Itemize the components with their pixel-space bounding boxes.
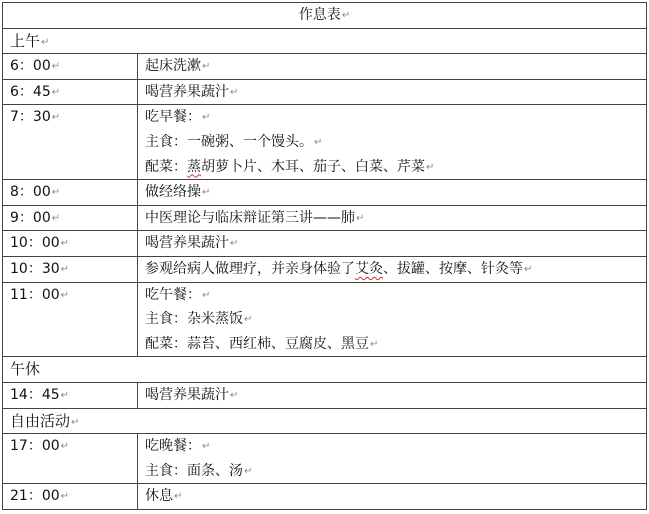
activity-cell [138,205,647,231]
section-label-free-activity: 自由活动 [10,411,71,430]
activity-text: 喝营养果蔬汁 [145,386,229,403]
paragraph-mark-icon: ↵ [370,338,379,350]
paragraph-mark-icon: ↵ [51,212,61,224]
paragraph-mark-icon: ↵ [60,441,70,453]
paragraph-mark-icon: ↵ [230,238,239,250]
activity-cell [138,382,647,408]
activity-text: 起床洗漱 [145,58,201,75]
section-label-noon-break: 午休 [10,360,41,379]
paragraph-mark-icon: ↵ [60,289,70,301]
table-row [3,205,647,231]
paragraph-mark-icon: ↵ [60,238,70,250]
activity-cell [138,79,647,105]
activity-cell [138,484,647,510]
paragraph-mark-icon: ↵ [60,389,70,401]
table-row [3,382,647,408]
table-row [3,256,647,282]
spellcheck-marked-text: 艾灸 [355,260,383,277]
section-row [3,357,647,383]
activity-cell [138,282,647,357]
paragraph-mark-icon: ↵ [60,491,70,503]
activity-text: 配菜： [145,158,187,175]
section-cell [3,357,647,383]
section-cell [3,28,647,54]
time-text: 17：00 [10,438,60,455]
activity-text: 主食：一碗粥、一个馒头。 [145,133,313,150]
table-row [3,54,647,80]
time-cell [3,434,138,484]
table-row [3,79,647,105]
table-row [3,231,647,257]
activity-cell [138,105,647,180]
activity-cell [138,231,647,257]
activity-cell [138,434,647,484]
activity-text: 吃午餐： [145,286,201,303]
paragraph-mark-icon: ↵ [230,389,239,401]
spellcheck-marked-text: 蒸 [187,158,201,175]
paragraph-mark-icon: ↵ [426,161,435,173]
paragraph-mark-icon: ↵ [202,112,211,124]
paragraph-mark-icon: ↵ [202,61,211,73]
paragraph-mark-icon: ↵ [202,289,211,301]
time-cell [3,54,138,80]
paragraph-mark-icon: ↵ [51,187,61,199]
paragraph-mark-icon: ↵ [244,314,253,326]
activity-text: 吃早餐： [145,109,201,126]
activity-text: 参观给病人做理疗，并亲身体验了 [145,260,355,277]
time-text: 10：30 [10,260,60,277]
time-text: 21：00 [10,488,60,505]
activity-text: 吃晚餐： [145,438,201,455]
time-cell [3,79,138,105]
time-text: 6：00 [10,58,51,75]
schedule-table [2,2,647,510]
activity-text: 主食：面条、汤 [145,462,243,479]
time-cell [3,382,138,408]
section-row [3,28,647,54]
paragraph-mark-icon: ↵ [202,187,211,199]
time-text: 8：00 [10,184,51,201]
paragraph-mark-icon: ↵ [202,441,211,453]
paragraph-mark-icon: ↵ [314,136,323,148]
section-cell [3,408,647,434]
paragraph-mark-icon: ↵ [71,416,80,428]
table-row [3,105,647,180]
section-label-morning: 上午 [10,31,41,50]
time-cell [3,282,138,357]
table-row [3,180,647,206]
table-row [3,282,647,357]
activity-text: 喝营养果蔬汁 [145,83,229,100]
activity-text: 中医理论与临床辩证第三讲——肺 [145,209,355,226]
table-row [3,434,647,484]
activity-text: 休息 [145,488,173,505]
paragraph-mark-icon: ↵ [341,10,351,21]
paragraph-mark-icon: ↵ [174,491,183,503]
time-text: 14：45 [10,386,60,403]
time-text: 10：00 [10,235,60,252]
time-cell [3,231,138,257]
time-cell [3,205,138,231]
activity-text: 胡萝卜片、木耳、茄子、白菜、芹菜 [201,158,425,175]
table-row [3,484,647,510]
paragraph-mark-icon: ↵ [51,61,61,73]
activity-text: 配菜：蒜苔、西红柿、豆腐皮、黑豆 [145,335,369,352]
activity-cell [138,54,647,80]
time-text: 7：30 [10,109,51,126]
time-text: 11：00 [10,286,60,303]
activity-cell [138,256,647,282]
activity-text: 主食：杂米蒸饭 [145,311,243,328]
paragraph-mark-icon: ↵ [244,465,253,477]
title-row [3,3,647,29]
activity-text: 、拔罐、按摩、针灸等 [383,260,523,277]
paragraph-mark-icon: ↵ [60,263,70,275]
paragraph-mark-icon: ↵ [230,86,239,98]
paragraph-mark-icon: ↵ [51,112,61,124]
table-title: 作息表 [298,7,341,23]
section-row [3,408,647,434]
activity-text: 喝营养果蔬汁 [145,235,229,252]
paragraph-mark-icon: ↵ [41,36,50,48]
time-cell [3,180,138,206]
paragraph-mark-icon: ↵ [524,263,533,275]
time-text: 9：00 [10,209,51,226]
paragraph-mark-icon: ↵ [356,212,365,224]
activity-text: 做经络操 [145,184,201,201]
time-cell [3,256,138,282]
paragraph-mark-icon: ↵ [51,86,61,98]
time-text: 6：45 [10,83,51,100]
time-cell [3,105,138,180]
title-cell [3,3,647,29]
time-cell [3,484,138,510]
activity-cell [138,180,647,206]
